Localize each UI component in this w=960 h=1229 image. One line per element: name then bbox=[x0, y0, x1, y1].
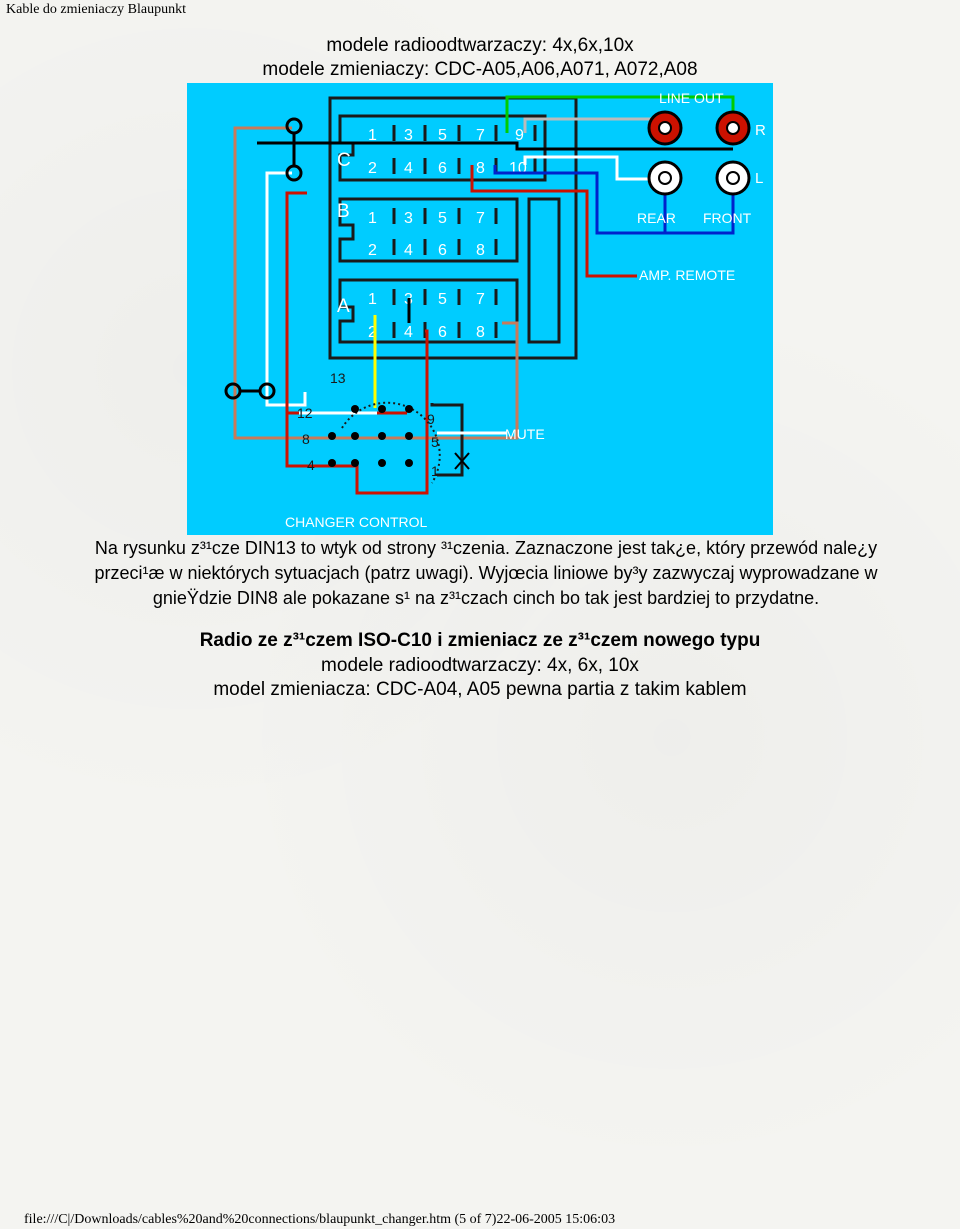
block-a-label: A bbox=[337, 296, 350, 317]
label-rear: REAR bbox=[637, 210, 676, 226]
din-pin-label: 8 bbox=[302, 431, 310, 447]
section2-changer-model: model zmieniacza: CDC-A04, A05 pewna partia z takim kablem bbox=[213, 679, 747, 700]
pin-label: 4 bbox=[404, 242, 413, 259]
din-pin-label: 12 bbox=[297, 405, 313, 421]
diagram-background bbox=[187, 83, 773, 535]
pin-label: 3 bbox=[404, 210, 413, 227]
block-b-label: B bbox=[337, 201, 350, 222]
pin-label: 6 bbox=[438, 324, 447, 341]
pin-label: 8 bbox=[476, 324, 485, 341]
block-c-label: C bbox=[337, 150, 351, 171]
caption-line-1: Na rysunku z³¹cze DIN13 to wtyk od strony ³¹czenia. Zaznaczone jest tak¿e, który przewód nale¿y bbox=[94, 538, 878, 558]
pin-label: 5 bbox=[438, 291, 447, 308]
pin-label: 4 bbox=[404, 324, 413, 341]
pin-label: 1 bbox=[368, 210, 377, 227]
section1-changer-models: modele zmieniaczy: CDC-A05,A06,A071, A072,A08 bbox=[262, 59, 698, 80]
pin-label: 8 bbox=[476, 160, 485, 177]
label-amp-remote: AMP. REMOTE bbox=[639, 267, 736, 283]
pin-label: 7 bbox=[476, 291, 485, 308]
pin-label: 2 bbox=[368, 160, 377, 177]
pin-label: 5 bbox=[438, 127, 447, 144]
label-changer-control: CHANGER CONTROL bbox=[285, 514, 428, 530]
browser-page-title: Kable do zmieniaczy Blaupunkt bbox=[6, 2, 186, 17]
section2-radio-models: modele radioodtwarzaczy: 4x, 6x, 10x bbox=[321, 655, 639, 676]
pin-label: 2 bbox=[368, 242, 377, 259]
label-front: FRONT bbox=[703, 210, 752, 226]
label-r: R bbox=[755, 122, 766, 139]
pin-label: 5 bbox=[438, 210, 447, 227]
din-pin-label: 9 bbox=[427, 411, 435, 427]
pin-label: 6 bbox=[438, 242, 447, 259]
din-pin-label: 13 bbox=[330, 370, 346, 386]
pin-label: 9 bbox=[515, 127, 524, 144]
pin-label: 7 bbox=[476, 210, 485, 227]
pin-label: 7 bbox=[476, 127, 485, 144]
pin-label: 1 bbox=[368, 291, 377, 308]
pin-label: 2 bbox=[368, 324, 377, 341]
pin-label: 3 bbox=[404, 127, 413, 144]
browser-footer-url: file:///C|/Downloads/cables%20and%20connections/blaupunkt_changer.htm (5 of 7)22-06-2005 15:06:03 bbox=[24, 1212, 616, 1227]
pin-label: 3 bbox=[404, 291, 413, 308]
label-line-out: LINE OUT bbox=[659, 90, 724, 106]
din-pin-label: 4 bbox=[307, 457, 315, 473]
wiring-diagram bbox=[187, 83, 773, 535]
pin-label: 1 bbox=[368, 127, 377, 144]
pin-label: 6 bbox=[438, 160, 447, 177]
section2-heading: Radio ze z³¹czem ISO-C10 i zmieniacz ze z³¹czem nowego typu bbox=[199, 630, 761, 651]
caption-line-3: gnieŸdzie DIN8 ale pokazane s¹ na z³¹czach cinch bo tak jest bardziej to przydatne. bbox=[152, 588, 820, 608]
label-mute: MUTE bbox=[505, 426, 545, 442]
label-l: L bbox=[755, 170, 764, 187]
caption-line-2: przeci¹æ w niektórych sytuacjach (patrz uwagi). Wyjœcia liniowe by³y zazwyczaj wyprowadzane w bbox=[94, 563, 878, 583]
din-pin-label: 1 bbox=[431, 463, 439, 479]
section1-radio-models: modele radioodtwarzaczy: 4x,6x,10x bbox=[326, 35, 634, 56]
pin-label: 8 bbox=[476, 242, 485, 259]
pin-label: 4 bbox=[404, 160, 413, 177]
pin-label: 10 bbox=[509, 160, 527, 177]
din-pin-label: 5 bbox=[431, 434, 439, 450]
diagram-caption bbox=[36, 536, 936, 611]
